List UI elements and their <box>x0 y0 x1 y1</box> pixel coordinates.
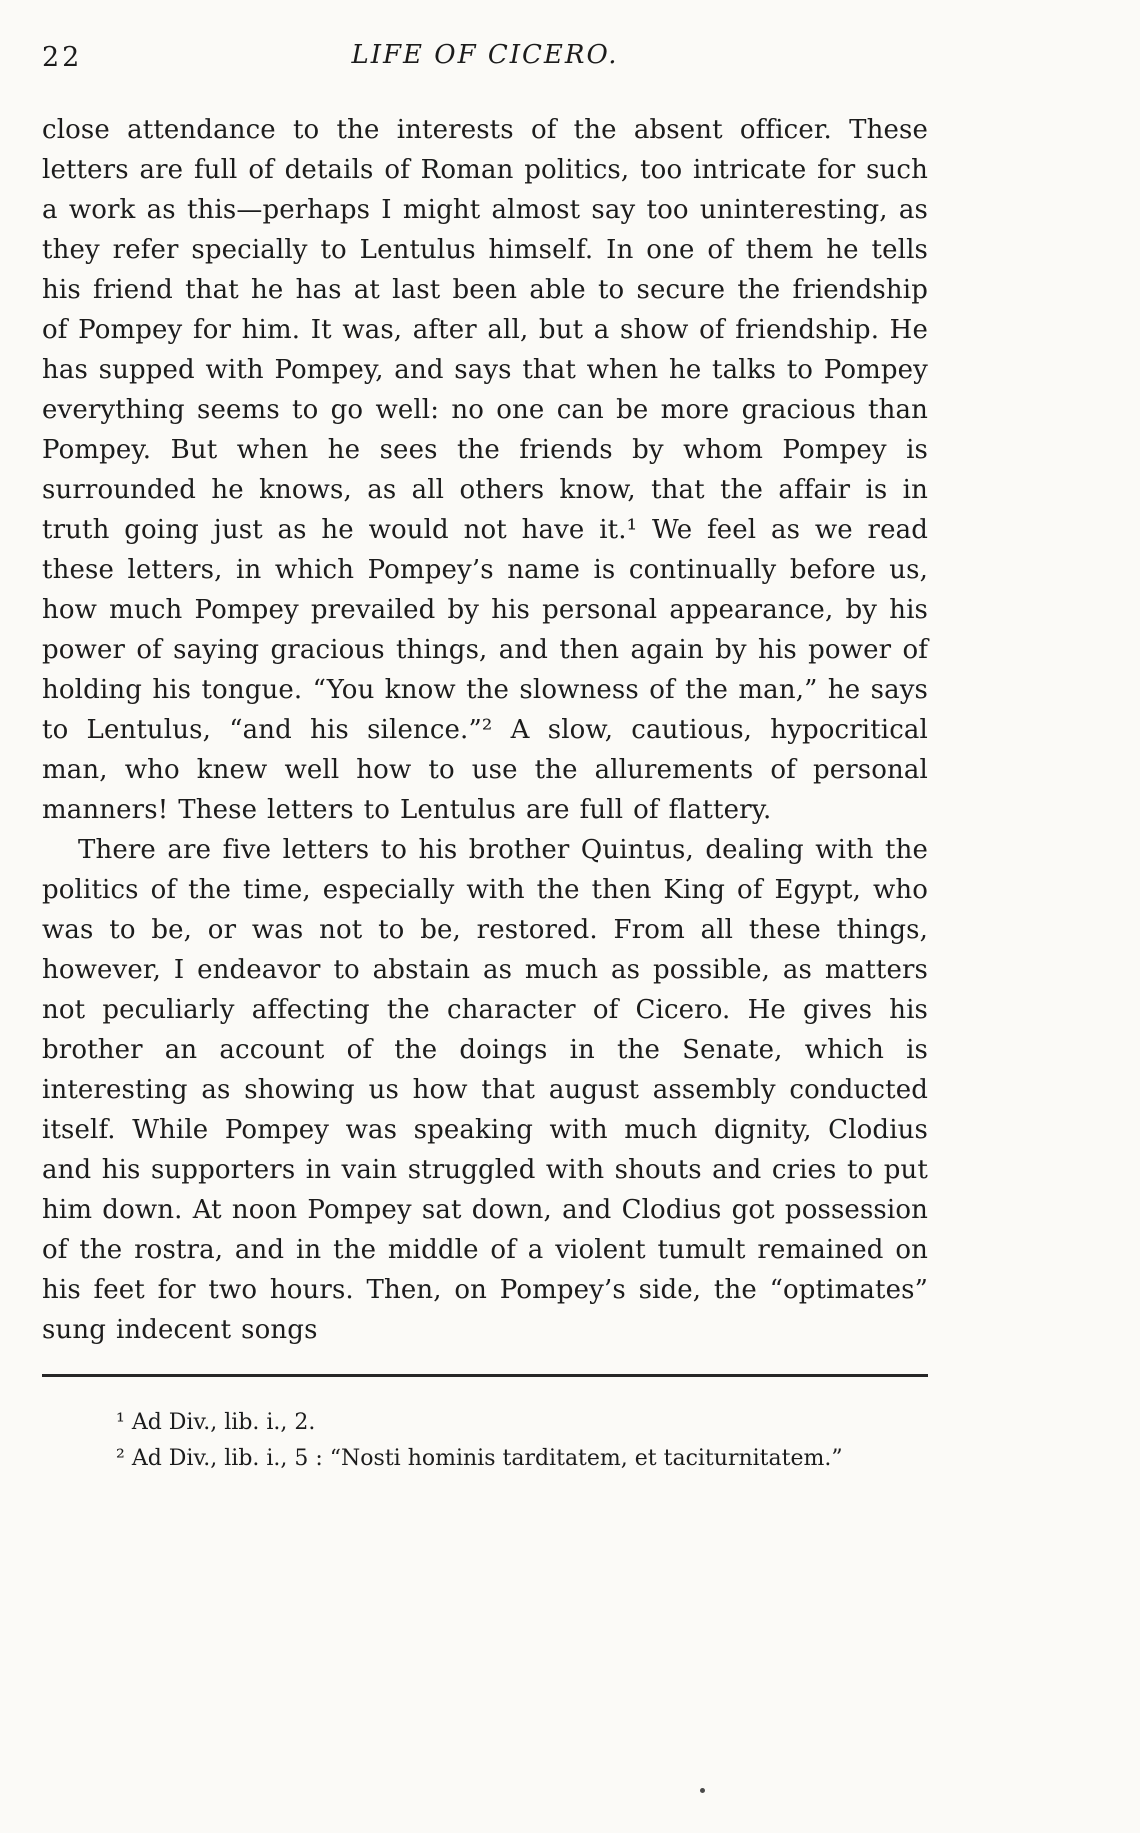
running-title: LIFE OF CICERO. <box>351 40 619 70</box>
footnotes-section <box>42 1374 928 1477</box>
paragraph-quintus-letters: There are five letters to his brother Quintus, dealing with the politics of the time, especially with the then King of Egypt, who was to be, or was not to be, restored. From all these things, however, I endeavor to abstain as much as possible, as matters not peculiarly affecting the character of Cicero. He gives his brother an account of the doings in the Senate, which is interesting as showing us how that august assembly conducted itself. While Pompey was speaking with much dignity, Clodius and his supporters in vain struggled with shouts and cries to put him down. At noon Pompey sat down, and Clodius got possession of the rostra, and in the middle of a violent tumult remained on his feet for two hours. Then, on Pompey’s side, the “optimates” sung indecent songs <box>42 835 928 1345</box>
paragraph-continuation: close attendance to the interests of the absent officer. These letters are full of details of Roman politics, too intricate for such a work as this—perhaps I might almost say too uninteresting, as they refer specially to Lentulus himself. In one of them he tells his friend that he has at last been able to secure the friendship of Pompey for him. It was, after all, but a show of friendship. He has supped with Pompey, and says that when he talks to Pompey everything seems to go well: no one can be more gracious than Pompey. But when he sees the friends by whom Pompey is surrounded he knows, as all others know, that the affair is in truth going just as he would not have it.¹ We feel as we read these letters, in which Pompey’s name is continually before us, how much Pompey prevailed by his personal appearance, by his power of saying gracious things, and then again by his power of holding his tongue. “You know the slowness of the man,” he says to Lentulus, “and his silence.”² A slow, cautious, hypocritical man, who knew well how to use the allurements of personal manners! These letters to Lentulus are full of flattery. <box>42 115 928 825</box>
footnote-2: ² Ad Div., lib. i., 5 : “Nosti hominis tarditatem, et taciturnitatem.” <box>116 1446 843 1471</box>
footnote-divider <box>42 1374 928 1377</box>
stray-ink-mark <box>700 1788 705 1793</box>
footnote-1: ¹ Ad Div., lib. i., 2. <box>116 1410 316 1435</box>
page-number: 22 <box>42 42 83 73</box>
page-header <box>42 40 928 76</box>
page-body <box>42 110 928 1350</box>
